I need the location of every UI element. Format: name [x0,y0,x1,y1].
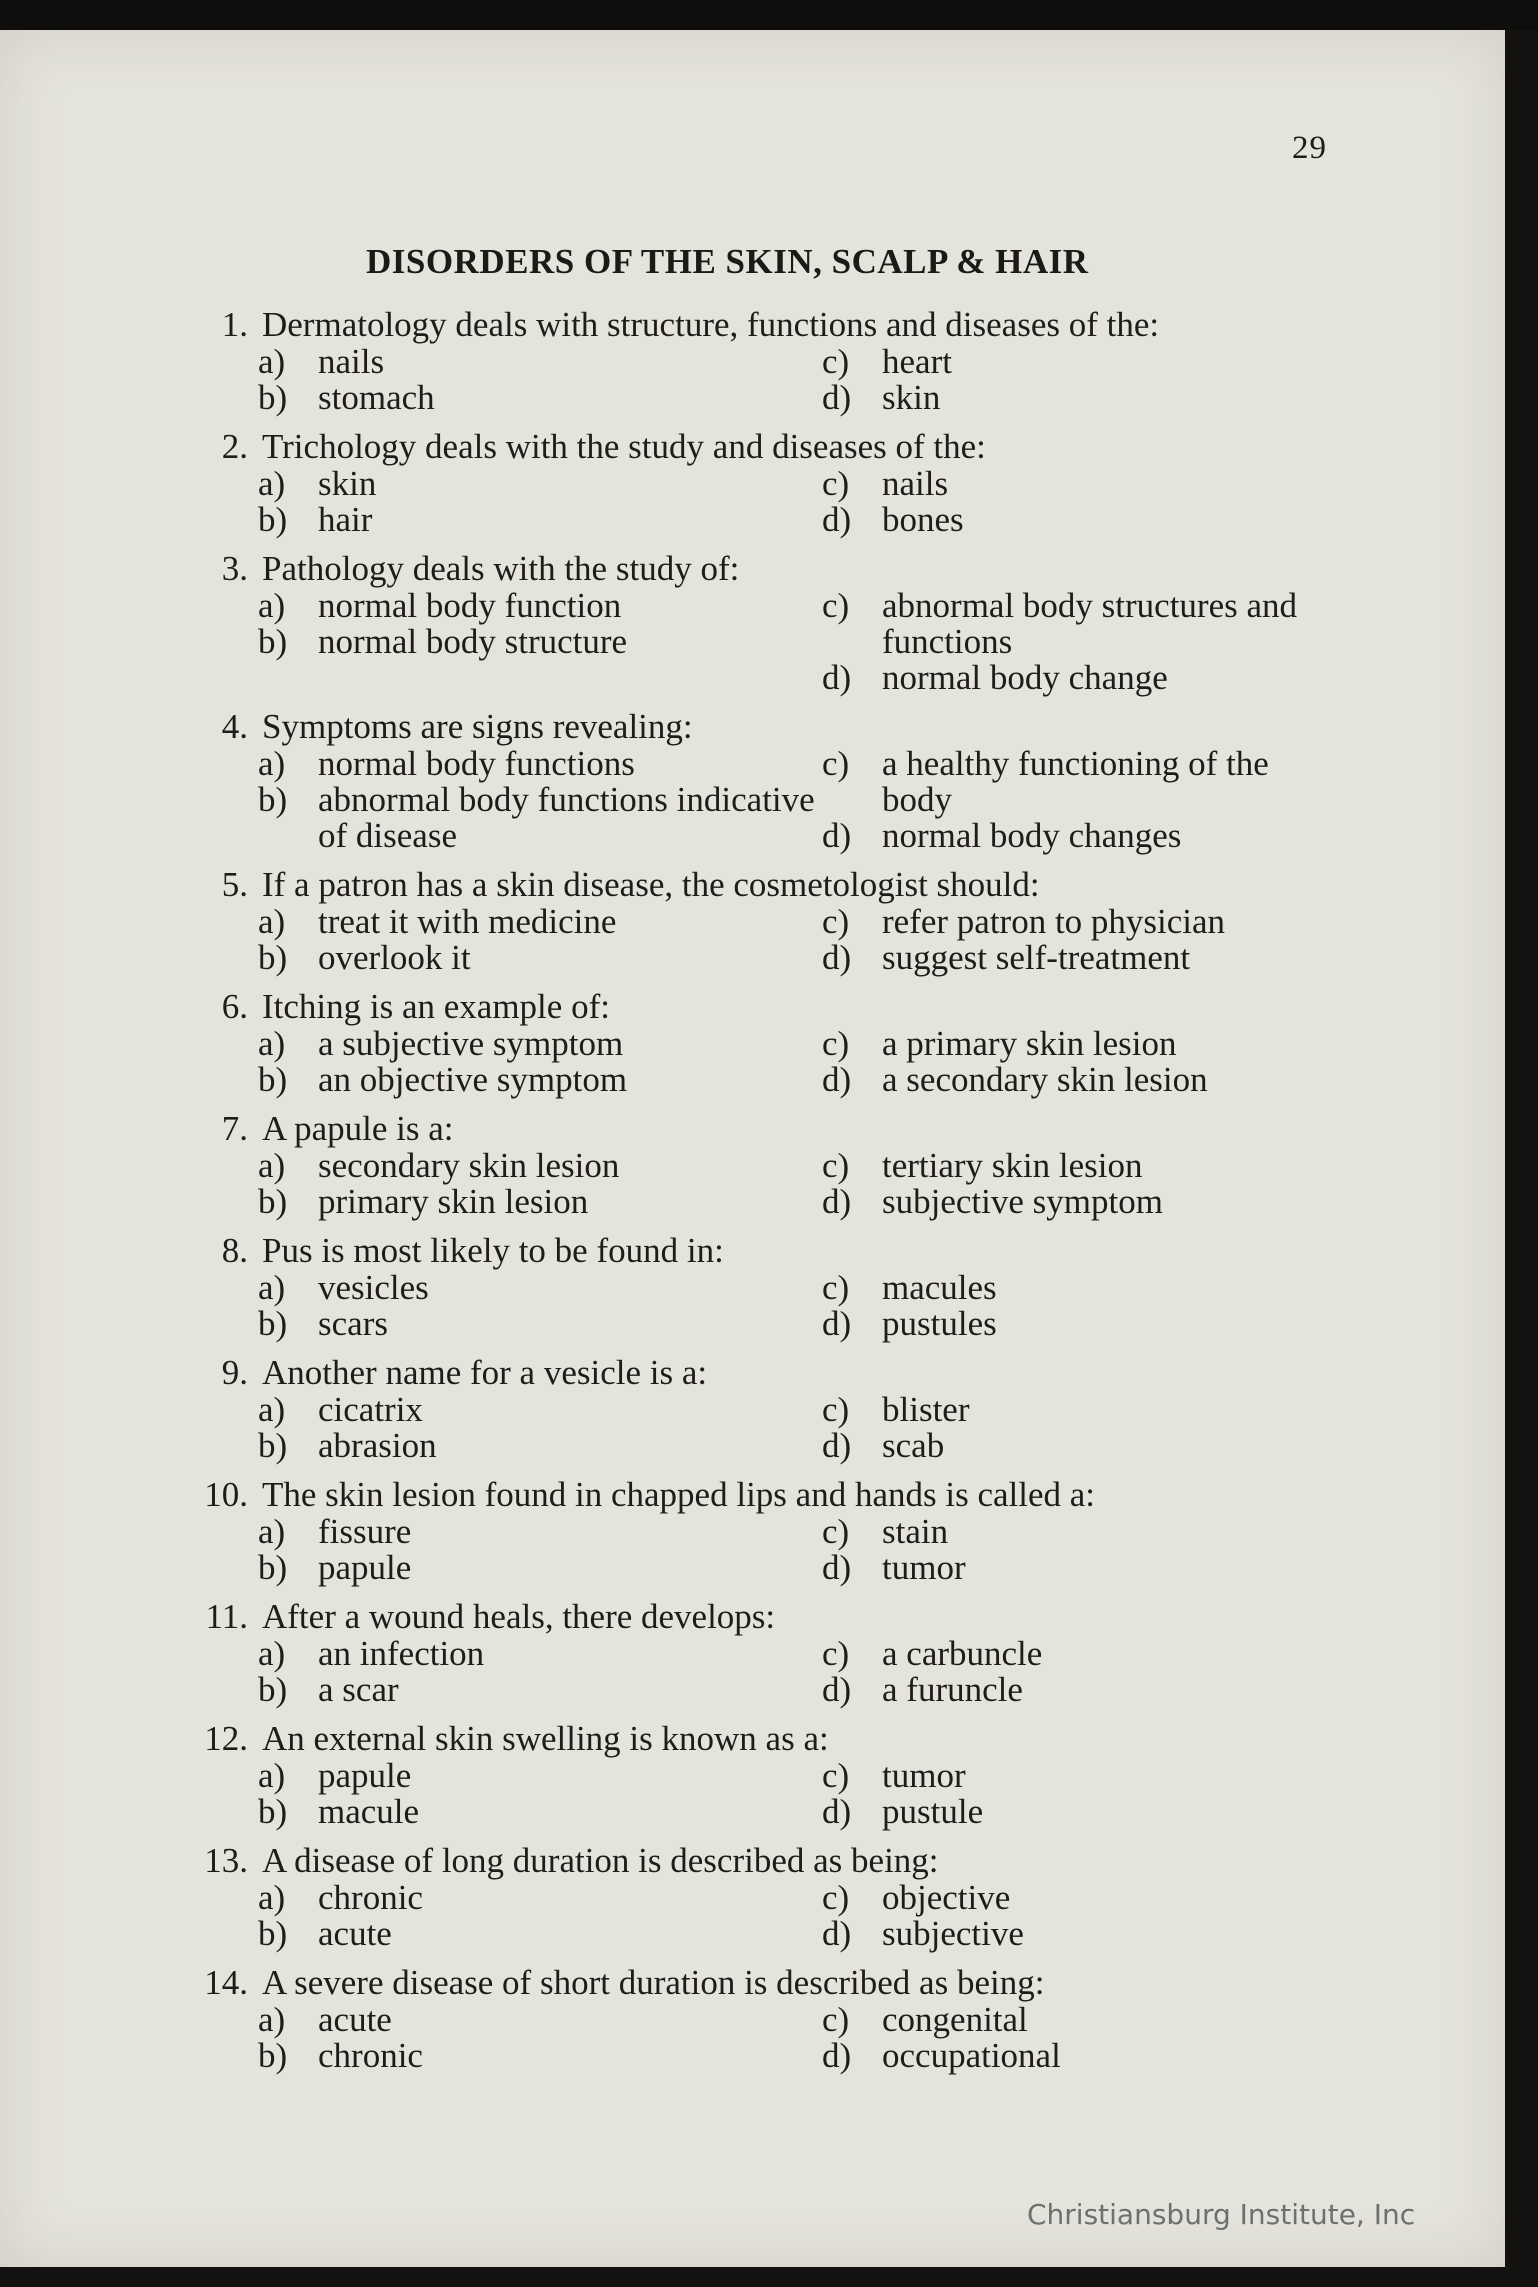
option-letter: d) [822,816,852,855]
answer-option [258,1428,822,1464]
option-text: an objective symptom [318,1060,628,1099]
option-letter: a) [258,902,286,941]
option-letter: d) [822,1304,852,1343]
option-text: skin [882,378,941,417]
options-column-right [822,1514,1342,1586]
option-letter: d) [822,378,852,417]
options-column-left [0,1758,822,1830]
option-letter: c) [822,1146,850,1185]
question-stem [0,1476,1400,1514]
option-text: stain [882,1512,949,1551]
option-letter: c) [822,1878,850,1917]
option-letter: b) [258,1060,288,1099]
option-letter: c) [822,1634,850,1673]
option-text: bones [882,500,964,539]
option-letter: a) [258,342,286,381]
question-stem [0,1720,1400,1758]
option-letter: c) [822,1390,850,1429]
answer-option [258,1148,822,1184]
options-column-right [822,1758,1342,1830]
question-stem [0,866,1400,904]
option-letter: d) [822,938,852,977]
options-column-left [0,466,822,538]
option-text: a primary skin lesion [882,1024,1177,1063]
answer-option [822,2002,1342,2038]
options-column-right [822,746,1342,854]
question-number: 9. [221,1353,248,1392]
option-text: nails [318,342,385,381]
question-number: 3. [221,549,248,588]
option-letter: c) [822,1268,850,1307]
option-text: tertiary skin lesion [882,1146,1143,1185]
options-column-right [822,904,1342,976]
question-number: 10. [204,1475,248,1514]
option-text: tumor [882,1756,966,1795]
photo-border-top [0,0,1538,30]
options-column-right [822,1392,1342,1464]
option-letter: a) [258,586,286,625]
option-letter: b) [258,378,288,417]
answer-options [0,466,1400,538]
option-letter: b) [258,938,288,977]
answer-options [0,1026,1400,1098]
question-text: A severe disease of short duration is described as being: [262,1963,1045,2002]
watermark: Christiansburg Institute, Inc [1027,2198,1416,2231]
option-letter: c) [822,342,850,381]
options-column-right [822,1636,1342,1708]
answer-options [0,1758,1400,1830]
option-text: subjective [882,1914,1024,1953]
answer-option [258,380,822,416]
answer-option [822,1636,1342,1672]
answer-option [822,1148,1342,1184]
option-letter: b) [258,1914,288,1953]
option-letter: a) [258,1024,286,1063]
answer-option [258,1184,822,1220]
option-text: normal body changes [882,816,1182,855]
option-letter: c) [822,464,850,503]
option-text: cicatrix [318,1390,423,1429]
answer-option [822,940,1342,976]
question-item [0,1110,1400,1220]
question-text: Pus is most likely to be found in: [262,1231,724,1270]
option-text: suggest self-treatment [882,938,1191,977]
answer-option [822,1428,1342,1464]
option-letter: b) [258,1792,288,1831]
question-stem [0,550,1400,588]
options-column-right [822,1026,1342,1098]
option-letter: d) [822,1792,852,1831]
options-column-right [822,1270,1342,1342]
answer-option [258,502,822,538]
question-list [0,306,1400,2086]
option-text: a secondary skin lesion [882,1060,1208,1099]
option-text: normal body functions [318,744,635,783]
option-text: primary skin lesion [318,1182,589,1221]
option-letter: b) [258,2036,288,2075]
answer-option [822,1794,1342,1830]
answer-option [822,1550,1342,1586]
option-text: stomach [318,378,435,417]
option-letter: d) [822,1548,852,1587]
question-number: 13. [204,1841,248,1880]
options-column-right [822,1148,1342,1220]
question-stem [0,1842,1400,1880]
answer-option [258,1062,822,1098]
answer-option [258,1672,822,1708]
option-text: acute [318,1914,392,1953]
answer-option [258,1880,822,1916]
option-text: papule [318,1548,412,1587]
option-text: an infection [318,1634,485,1673]
answer-option [258,1916,822,1952]
answer-options [0,1392,1400,1464]
option-letter: d) [822,658,852,697]
question-number: 11. [205,1597,248,1636]
option-text: tumor [882,1548,966,1587]
option-text: normal body structure [318,622,628,661]
question-text: Pathology deals with the study of: [262,549,740,588]
option-letter: b) [258,1548,288,1587]
answer-option [822,1514,1342,1550]
answer-options [0,588,1400,696]
option-letter: d) [822,1426,852,1465]
answer-option [258,624,822,660]
page-title: DISORDERS OF THE SKIN, SCALP & HAIR [366,242,1089,281]
option-text: papule [318,1756,412,1795]
answer-option [822,466,1342,502]
question-text: Symptoms are signs revealing: [262,707,693,746]
question-stem [0,988,1400,1026]
question-item [0,866,1400,976]
answer-option [258,940,822,976]
options-column-right [822,588,1342,696]
options-column-right [822,344,1342,416]
question-number: 7. [221,1109,248,1148]
option-text: subjective symptom [882,1182,1163,1221]
question-text: A disease of long duration is described as being: [262,1841,939,1880]
answer-options [0,344,1400,416]
book-page [0,30,1505,2267]
question-item [0,1598,1400,1708]
answer-option [822,746,1342,818]
option-letter: a) [258,1878,286,1917]
option-text: macule [318,1792,420,1831]
answer-option [822,1026,1342,1062]
option-text: vesicles [318,1268,429,1307]
option-text: treat it with medicine [318,902,617,941]
answer-option [258,1392,822,1428]
options-column-left [0,1636,822,1708]
question-text: The skin lesion found in chapped lips and hands is called a: [262,1475,1096,1514]
question-number: 6. [221,987,248,1026]
option-text: normal body change [882,658,1168,697]
answer-option [258,1306,822,1342]
question-item [0,428,1400,538]
question-number: 8. [221,1231,248,1270]
option-text: normal body function [318,586,622,625]
answer-option [258,2038,822,2074]
option-letter: a) [258,1756,286,1795]
option-text: chronic [318,1878,423,1917]
option-letter: c) [822,2000,850,2039]
options-column-left [0,1514,822,1586]
option-letter: b) [258,780,288,819]
option-letter: a) [258,744,286,783]
option-letter: b) [258,622,288,661]
question-text: Itching is an example of: [262,987,610,1026]
answer-option [822,502,1342,538]
answer-option [258,746,822,782]
option-text: secondary skin lesion [318,1146,620,1185]
options-column-left [0,1880,822,1952]
answer-option [258,344,822,380]
option-text: hair [318,500,373,539]
option-letter: d) [822,500,852,539]
answer-option [258,1550,822,1586]
option-text: abrasion [318,1426,437,1465]
question-item [0,988,1400,1098]
answer-options [0,1636,1400,1708]
options-column-left [0,588,822,696]
option-letter: b) [258,500,288,539]
option-letter: a) [258,1268,286,1307]
answer-option [822,1758,1342,1794]
option-letter: a) [258,1146,286,1185]
answer-option [258,1758,822,1794]
answer-options [0,1270,1400,1342]
answer-options [0,1148,1400,1220]
question-number: 5. [221,865,248,904]
answer-option [822,2038,1342,2074]
option-text: overlook it [318,938,471,977]
options-column-left [0,1148,822,1220]
question-stem [0,1110,1400,1148]
question-item [0,1720,1400,1830]
answer-option [258,1794,822,1830]
question-stem [0,306,1400,344]
option-letter: d) [822,1914,852,1953]
option-text: heart [882,342,952,381]
answer-option [822,1270,1342,1306]
answer-option [822,380,1342,416]
question-number: 1. [221,305,248,344]
option-letter: a) [258,1390,286,1429]
options-column-left [0,344,822,416]
option-text: abnormal body functions indicative of disease [318,780,815,855]
question-item [0,1842,1400,1952]
option-text: abnormal body structures and functions [882,586,1298,661]
options-column-right [822,466,1342,538]
options-column-right [822,1880,1342,1952]
option-text: pustule [882,1792,984,1831]
question-item [0,1964,1400,2074]
answer-option [822,1062,1342,1098]
answer-option [822,1392,1342,1428]
answer-option [822,344,1342,380]
option-letter: c) [822,586,850,625]
question-item [0,306,1400,416]
question-stem [0,1232,1400,1270]
question-text: A papule is a: [262,1109,454,1148]
answer-option [258,782,822,854]
option-letter: d) [822,1670,852,1709]
option-text: a subjective symptom [318,1024,624,1063]
options-column-left [0,1270,822,1342]
option-letter: d) [822,2036,852,2075]
answer-option [258,1026,822,1062]
answer-option [822,1184,1342,1220]
option-text: scars [318,1304,388,1343]
answer-option [822,1306,1342,1342]
question-item [0,1354,1400,1464]
answer-option [822,1880,1342,1916]
answer-options [0,904,1400,976]
option-letter: c) [822,1512,850,1551]
option-letter: d) [822,1182,852,1221]
page-number: 29 [1292,130,1327,166]
answer-option [822,904,1342,940]
question-number: 12. [204,1719,248,1758]
options-column-left [0,904,822,976]
options-column-right [822,2002,1342,2074]
answer-option [258,1270,822,1306]
question-text: If a patron has a skin disease, the cosmetologist should: [262,865,1040,904]
answer-options [0,746,1400,854]
question-item [0,708,1400,854]
answer-option [258,1636,822,1672]
answer-option [822,1916,1342,1952]
option-text: acute [318,2000,392,2039]
option-letter: d) [822,1060,852,1099]
option-letter: a) [258,464,286,503]
option-text: blister [882,1390,970,1429]
answer-option [258,904,822,940]
answer-options [0,1880,1400,1952]
question-item [0,1232,1400,1342]
option-text: congenital [882,2000,1028,2039]
option-text: objective [882,1878,1011,1917]
option-text: scab [882,1426,945,1465]
question-number: 4. [221,707,248,746]
option-letter: c) [822,1024,850,1063]
question-text: Trichology deals with the study and diseases of the: [262,427,986,466]
answer-options [0,2002,1400,2074]
option-letter: b) [258,1426,288,1465]
answer-option [822,588,1342,660]
option-text: a carbuncle [882,1634,1043,1673]
question-stem [0,1598,1400,1636]
answer-option [822,818,1342,854]
option-text: chronic [318,2036,423,2075]
option-letter: c) [822,744,850,783]
question-stem [0,708,1400,746]
answer-options [0,1514,1400,1586]
option-text: pustules [882,1304,997,1343]
option-text: occupational [882,2036,1061,2075]
option-letter: c) [822,1756,850,1795]
option-letter: a) [258,1634,286,1673]
option-letter: b) [258,1670,288,1709]
question-item [0,1476,1400,1586]
answer-option [258,588,822,624]
option-letter: a) [258,2000,286,2039]
option-letter: b) [258,1182,288,1221]
option-letter: c) [822,902,850,941]
options-column-left [0,1026,822,1098]
question-text: Dermatology deals with structure, functions and diseases of the: [262,305,1160,344]
option-text: a furuncle [882,1670,1023,1709]
question-text: After a wound heals, there develops: [262,1597,776,1636]
answer-option [258,466,822,502]
option-text: refer patron to physician [882,902,1226,941]
question-stem [0,1964,1400,2002]
question-text: An external skin swelling is known as a: [262,1719,829,1758]
question-stem [0,1354,1400,1392]
option-text: nails [882,464,949,503]
answer-option [822,1672,1342,1708]
question-number: 2. [221,427,248,466]
option-text: skin [318,464,377,503]
option-letter: a) [258,1512,286,1551]
answer-option [258,1514,822,1550]
option-text: macules [882,1268,997,1307]
option-text: a scar [318,1670,399,1709]
options-column-left [0,2002,822,2074]
question-stem [0,428,1400,466]
option-text: fissure [318,1512,412,1551]
options-column-left [0,746,822,854]
question-number: 14. [204,1963,248,2002]
option-letter: b) [258,1304,288,1343]
question-item [0,550,1400,696]
answer-option [822,660,1342,696]
options-column-left [0,1392,822,1464]
question-text: Another name for a vesicle is a: [262,1353,708,1392]
answer-option [258,2002,822,2038]
option-text: a healthy functioning of the body [882,744,1269,819]
